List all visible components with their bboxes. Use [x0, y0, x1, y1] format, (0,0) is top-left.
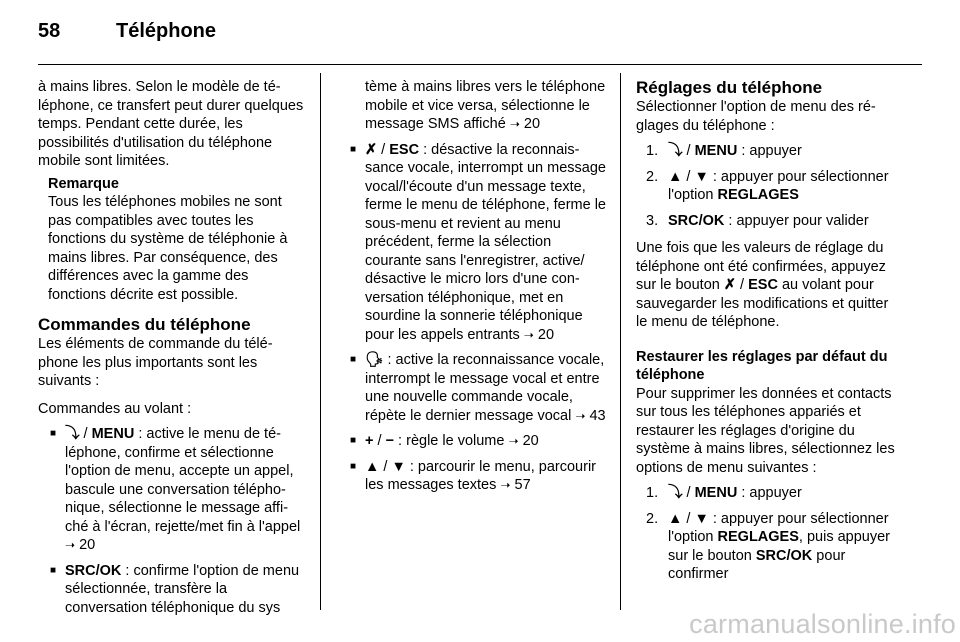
column-3 — [636, 78, 902, 584]
page-reference: 20 — [522, 433, 539, 449]
step-number: 1. — [646, 143, 659, 159]
list-item-text — [668, 168, 902, 205]
page-reference-arrow-icon: ➝ — [500, 478, 511, 492]
item-text: : appuyer pour sélectionner l'option — [668, 510, 889, 545]
subsection-title-restore: Restaurer les réglages par défaut du téléphone — [636, 348, 888, 383]
separator: / — [736, 277, 749, 293]
step-number: 3. — [646, 212, 659, 229]
item-text: , puis appuyer sur le bouton — [668, 529, 890, 564]
list-item — [338, 458, 606, 495]
key-label: SRC/OK — [668, 212, 725, 229]
key-label: MENU — [694, 485, 738, 501]
page-title: Téléphone — [116, 20, 217, 42]
list-item-text — [365, 458, 606, 495]
list-item-text — [365, 141, 606, 345]
steering-label: Commandes au volant : — [38, 400, 192, 417]
key-label: SRC/OK — [65, 562, 122, 579]
item-text: : active le menu de téléphone, confirme et sélectionne l'option de menu, accepte un appel, bascule une conversation téléphonique, sélectionne le message affiché à l'écran, rejette/met fin à l'appel — [65, 426, 301, 535]
item-text: : active la reconnaissance vocale, interrompt le message vocal et entre une nouvelle commande vocale, répète le dernier message vocal — [365, 352, 605, 424]
page-reference: 57 — [514, 477, 531, 493]
separator: / — [377, 141, 390, 158]
page-reference-arrow-icon: ➝ — [509, 117, 520, 131]
key-label: ESC — [748, 277, 778, 293]
phone-hook-icon: ⤵ — [668, 485, 683, 501]
list-item-text — [668, 510, 902, 584]
key-label: SRC/OK — [755, 547, 813, 564]
list-item — [38, 425, 306, 555]
arrow-up-icon: ▲ — [365, 458, 380, 475]
item-text: Une fois que les valeurs de réglage du téléphone ont été confirmées, appuyez sur le bouton — [636, 240, 886, 293]
list-item-text — [65, 425, 306, 555]
list-item — [636, 142, 902, 161]
bullet-icon: ■ — [350, 143, 357, 155]
page-header — [38, 20, 216, 43]
key-label: REGLAGES — [717, 187, 799, 203]
page-reference: 20 — [79, 537, 96, 553]
page-reference: 20 — [537, 326, 555, 343]
column-divider-2 — [620, 73, 621, 610]
separator: / — [379, 458, 392, 475]
list-item-text — [668, 212, 869, 231]
list-item-text — [365, 432, 539, 451]
section-title-settings: Réglages du téléphone — [636, 78, 823, 97]
page-reference-arrow-icon: ➝ — [65, 538, 76, 552]
separator: / — [682, 168, 695, 185]
bullet-icon: ■ — [350, 460, 357, 472]
voice-off-icon: ✗ — [723, 277, 737, 293]
key-label: ESC — [389, 141, 420, 158]
arrow-up-icon: ▲ — [668, 168, 683, 185]
list-item — [636, 168, 902, 205]
page-reference-arrow-icon: ➝ — [575, 408, 586, 423]
list-item — [338, 432, 606, 451]
item-text: : désactive la reconnaissance vocale, interrompt un message vocal/l'écoute d'un message texte, ferme le menu de téléphone, ferme le sous-menu et revient au menu précédent, ferme la sélection courante sans l'enregistrer, active/ désactive le micro lors d'une conversation téléphonique, met en sourdine la sonnerie téléphonique pour les appels entrants — [365, 141, 606, 343]
note-title: Remarque — [48, 175, 119, 192]
settings-save-paragraph — [636, 239, 902, 332]
item-text: : appuyer pour valider — [724, 212, 869, 229]
phone-hook-icon: ⤵ — [65, 426, 80, 442]
page-reference-arrow-icon: ➝ — [523, 327, 534, 342]
list-item — [338, 141, 606, 345]
column-1 — [38, 78, 306, 617]
list-item — [338, 351, 606, 425]
page-reference: 20 — [523, 116, 541, 132]
item-text: : confirme l'option de menu sélectionnée, transfère la conversation téléphonique du sys — [65, 562, 300, 616]
continued-text — [338, 78, 606, 134]
page-number: 58 — [38, 20, 61, 42]
bullet-icon: ■ — [50, 564, 57, 576]
restore-intro: Pour supprimer les données et contacts sur tous les téléphones appariés et restaurer les réglages d'origine du système à mains libres, sélectionnez les options de menu suivantes : — [636, 385, 895, 476]
list-item — [636, 484, 902, 503]
key-label: MENU — [694, 143, 738, 159]
item-text: : appuyer — [737, 143, 802, 159]
page-reference-arrow-icon: ➝ — [508, 434, 519, 448]
intro-paragraph: à mains libres. Selon le modèle de téléphone, ce transfert peut durer quelques temps. Pendant cette durée, les possibilités d'utilisation du téléphone mobile sont limitées. — [38, 79, 304, 169]
key-label: REGLAGES — [717, 529, 799, 545]
bullet-icon: ■ — [50, 428, 57, 439]
bullet-icon: ■ — [350, 354, 357, 365]
page-reference: 43 — [589, 407, 606, 424]
column-divider-1 — [320, 73, 321, 610]
item-text: pour confirmer — [668, 547, 846, 582]
arrow-down-icon: ▼ — [391, 458, 406, 475]
bullet-icon: ■ — [350, 435, 357, 446]
arrow-down-icon: ▼ — [694, 510, 709, 527]
note-block — [38, 175, 306, 305]
list-item — [636, 510, 902, 584]
voice-off-icon: ✗ — [365, 141, 378, 158]
list-item — [636, 212, 902, 231]
item-text: : parcourir le menu, parcourir les messages textes — [365, 458, 596, 493]
separator: / — [373, 433, 386, 449]
separator: / — [682, 510, 695, 527]
section-title-controls: Commandes du téléphone — [38, 315, 251, 334]
phone-hook-icon: ⤵ — [668, 143, 683, 159]
item-text: : règle le volume — [394, 433, 509, 449]
step-number: 2. — [646, 168, 659, 185]
list-item — [38, 562, 306, 618]
item-text: : appuyer — [737, 485, 802, 501]
settings-intro: Sélectionner l'option de menu des réglages du téléphone : — [636, 99, 876, 134]
arrow-up-icon: ▲ — [668, 510, 683, 527]
controls-intro: Les éléments de commande du téléphone les plus importants sont les suivants : — [38, 336, 273, 389]
watermark: carmanualsonline.info — [689, 609, 956, 639]
step-number: 2. — [646, 510, 659, 527]
note-text: Tous les téléphones mobiles ne sont pas compatibles avec toutes les fonctions du système de téléphonie à mains libres. Par conséquence, des différences avec la gamme des fonctions décrite est possible. — [48, 194, 288, 303]
list-item-text — [668, 142, 802, 161]
item-text: : appuyer pour sélectionner l'option — [668, 168, 889, 203]
item-text: au volant pour sauvegarder les modifications et quitter le menu de téléphone. — [636, 277, 889, 330]
list-item-text — [65, 562, 306, 618]
separator: / — [682, 485, 695, 501]
list-item-text — [365, 351, 606, 425]
header-rule — [38, 64, 922, 65]
column-2 — [338, 78, 606, 495]
separator: / — [682, 143, 695, 159]
key-label: MENU — [91, 426, 135, 442]
plus-icon: + — [365, 433, 374, 449]
minus-icon: − — [385, 433, 395, 449]
voice-recognition-icon: 🗣 — [365, 352, 384, 368]
item-text: tème à mains libres vers le téléphone mobile et vice versa, sélectionne le message SMS affiché — [365, 79, 606, 132]
list-item-text — [668, 484, 802, 503]
step-number: 1. — [646, 485, 659, 501]
arrow-down-icon: ▼ — [694, 168, 709, 185]
separator: / — [79, 426, 92, 442]
